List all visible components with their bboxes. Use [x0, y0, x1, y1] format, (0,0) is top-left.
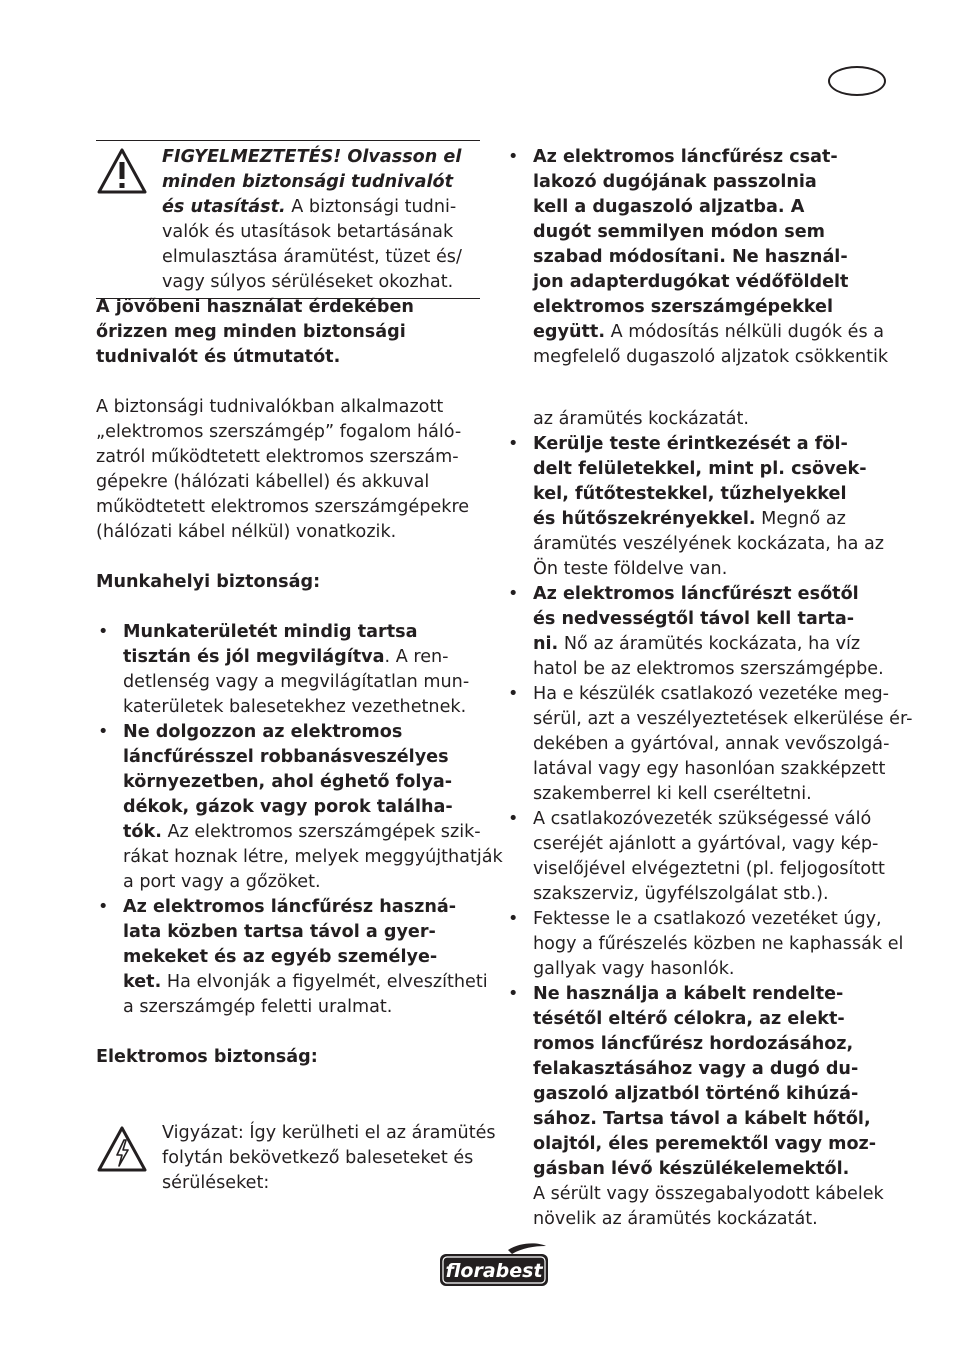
text-run: viselőjével elvégeztetni (pl. feljogosított — [533, 859, 885, 879]
bold-text-run: Az elektromos láncfűrészt esőtől — [533, 584, 859, 604]
electric-heading: Elektromos biztonság: — [96, 1047, 318, 1067]
bullet-dot: • — [508, 434, 519, 454]
text-line: (hálózati kábel nélkül) vonatkozik. — [96, 522, 397, 542]
electric-shock-warning-icon — [97, 1126, 147, 1172]
bold-text-run: delt felületekkel, mint pl. csövek- — [533, 459, 867, 479]
text-line — [533, 345, 896, 370]
text-line — [123, 695, 482, 720]
bold-text-run: Az elektromos láncfűrész haszná- — [123, 897, 457, 917]
bold-text-run: ket. — [123, 972, 162, 992]
text-line — [123, 995, 482, 1020]
column-gap — [506, 370, 896, 407]
text-line — [533, 270, 896, 295]
text-line — [533, 1157, 896, 1182]
text-line — [533, 832, 896, 857]
text-line — [123, 670, 482, 695]
text-run: rákat hoznak létre, melyek meggyújthatják — [123, 847, 503, 867]
text-line: működtetett elektromos szerszámgépekre — [96, 497, 470, 517]
bold-text-run: kel, fűtőtestekkel, tűzhelyekkel — [533, 484, 847, 504]
text-run: elmulasztása áramütést, tüzet és/ — [162, 247, 462, 267]
text-run: A módosítás nélküli dugók és a — [605, 322, 885, 342]
bullet-dot: • — [508, 809, 519, 829]
text-run: . A ren- — [384, 647, 449, 667]
bold-text-run: és nedvességtől távol kell tarta- — [533, 609, 854, 629]
bullet-item — [96, 620, 482, 720]
bullet-dot: • — [98, 897, 109, 917]
text-line — [123, 770, 482, 795]
text-run: Nő az áramütés kockázata, ha víz — [558, 634, 861, 654]
bold-text-run: mekeket és az egyéb személye- — [123, 947, 438, 967]
bullet-dot: • — [508, 147, 519, 167]
language-badge — [828, 66, 886, 96]
text-run: Fektesse le a csatlakozó vezetéket úgy, — [533, 909, 882, 929]
bullet-item — [506, 982, 896, 1232]
text-run: detlenség vagy a megvilágítatlan mun- — [123, 672, 470, 692]
bullet-item — [96, 895, 488, 1020]
bullet-item — [506, 432, 896, 582]
bullet-item — [96, 720, 503, 895]
text-line — [123, 845, 503, 870]
bold-text-run: dugót semmilyen módon sem — [533, 222, 826, 242]
bullet-dot: • — [508, 909, 519, 929]
text-run: vagy súlyos sérüléseket okozhat. — [162, 272, 454, 292]
text-line — [533, 145, 896, 170]
text-line — [123, 970, 488, 995]
bullet-item — [506, 407, 896, 432]
text-line — [533, 407, 896, 432]
text-run: A csatlakozóvezeték szükségessé váló — [533, 809, 872, 829]
text-line — [533, 170, 896, 195]
text-line: „elektromos szerszámgép” fogalom háló- — [96, 422, 462, 442]
text-line — [533, 1057, 896, 1082]
text-line — [533, 507, 896, 532]
text-line: gépekre (hálózati kábellel) és akkuval — [96, 472, 430, 492]
bullet-item — [506, 807, 896, 907]
text-line — [533, 607, 896, 632]
text-line — [123, 645, 482, 670]
text-run: a port vagy a gőzöket. — [123, 872, 321, 892]
bold-text-run: Kerülje teste érintkezését a föl- — [533, 434, 848, 454]
bullet-dot: • — [508, 984, 519, 1004]
bold-text-run: tók. — [123, 822, 162, 842]
text-line — [533, 932, 904, 957]
text-run: Ha elvonják a figyelmét, elveszítheti — [161, 972, 488, 992]
bold-text-run: kell a dugaszoló aljzatba. A — [533, 197, 805, 217]
bullet-item — [506, 145, 896, 370]
text-line — [123, 720, 482, 745]
text-line — [533, 757, 896, 782]
text-line — [533, 432, 896, 457]
text-line — [533, 732, 896, 757]
intro-bold-note — [96, 295, 482, 370]
bold-text-run: Munkaterületét mindig tartsa — [123, 622, 418, 642]
bold-text-run: Az elektromos láncfűrész csat- — [533, 147, 838, 167]
text-line — [533, 982, 896, 1007]
bullet-dot: • — [508, 684, 519, 704]
intro-paragraph — [96, 395, 482, 545]
text-line — [533, 857, 896, 882]
bold-text-run: minden biztonsági tudnivalót — [162, 172, 454, 192]
text-line — [533, 907, 896, 932]
text-line — [533, 532, 896, 557]
text-line — [533, 1032, 896, 1057]
bold-text-run: gásban lévő készülékelemektől. — [533, 1159, 850, 1179]
text-run: növelik az áramütés kockázatát. — [533, 1209, 818, 1229]
text-line: őrizzen meg minden biztonsági — [96, 322, 406, 342]
bold-text-run: ni. — [533, 634, 559, 654]
electric-note-text — [162, 1121, 496, 1196]
text-line — [533, 582, 896, 607]
text-line — [123, 745, 482, 770]
bold-text-run: és hűtőszekrényekkel. — [533, 509, 756, 529]
text-line: zatról működtetett elektromos szerszám- — [96, 447, 459, 467]
text-line — [123, 620, 482, 645]
text-line — [533, 1107, 896, 1132]
bold-text-run: jon adapterdugókat védőföldelt — [533, 272, 849, 292]
bullet-dot: • — [98, 722, 109, 742]
bold-text-run: együtt. — [533, 322, 606, 342]
text-run: Megnő az — [755, 509, 846, 529]
text-line — [533, 320, 896, 345]
bold-text-run: tisztán és jól megvilágítva — [123, 647, 385, 667]
text-run: Ön teste földelve van. — [533, 559, 728, 579]
text-run: cseréjét ajánlott a gyártóval, vagy kép- — [533, 834, 879, 854]
bullet-item — [506, 582, 896, 682]
workplace-heading: Munkahelyi biztonság: — [96, 572, 321, 592]
bullet-dot: • — [508, 584, 519, 604]
text-line — [123, 795, 482, 820]
text-run: A biztonsági tudni- — [285, 197, 457, 217]
bold-text-run: lata közben tartsa távol a gyer- — [123, 922, 436, 942]
text-line — [533, 295, 896, 320]
text-line — [533, 882, 896, 907]
left-column — [96, 145, 503, 1070]
florabest-logo — [438, 1240, 550, 1290]
text-line: folytán bekövetkező baleseteket és — [162, 1148, 474, 1168]
text-run: megfelelő dugaszoló aljzatok csökkentik — [533, 347, 889, 367]
text-line — [533, 782, 896, 807]
text-run: szakszerviz, ügyfélszolgálat stb.). — [533, 884, 829, 904]
text-run: hatol be az elektromos szerszámgépbe. — [533, 659, 884, 679]
bold-text-run: Ne használja a kábelt rendelte- — [533, 984, 844, 1004]
text-line — [533, 1007, 896, 1032]
text-run: a szerszámgép feletti uralmat. — [123, 997, 393, 1017]
bold-text-run: környezetben, ahol éghető folya- — [123, 772, 453, 792]
bold-text-run: felakasztásához vagy a dugó du- — [533, 1059, 859, 1079]
bold-text-run: olajtól, éles peremektől vagy moz- — [533, 1134, 877, 1154]
text-line — [533, 707, 913, 732]
bullet-item — [506, 682, 913, 807]
text-line — [533, 220, 896, 245]
workplace-bullet-list — [96, 620, 503, 1020]
text-line — [533, 1207, 896, 1232]
text-line — [533, 682, 896, 707]
text-run: dekében a gyártóval, annak vevőszolgá- — [533, 734, 890, 754]
text-line — [533, 1182, 896, 1207]
bold-text-run: szabad módosítani. Ne használ- — [533, 247, 848, 267]
bullet-dot: • — [98, 622, 109, 642]
text-line — [533, 557, 896, 582]
logo-text: florabest — [445, 1260, 543, 1282]
bold-text-run: láncfűrésszel robbanásveszélyes — [123, 747, 449, 767]
text-line — [533, 482, 896, 507]
text-line — [123, 920, 482, 945]
text-run: valók és utasítások betartásának — [162, 222, 454, 242]
text-line — [533, 195, 896, 220]
bold-text-run: tésétől eltérő célokra, az elekt- — [533, 1009, 845, 1029]
bold-text-run: dékok, gázok vagy porok találha- — [123, 797, 453, 817]
text-run: A sérült vagy összegabalyodott kábelek — [533, 1184, 884, 1204]
text-line: sérüléseket: — [162, 1173, 270, 1193]
text-run: hogy a fűrészelés közben ne kaphassák el — [533, 934, 904, 954]
text-line: A biztonsági tudnivalókban alkalmazott — [96, 397, 444, 417]
text-line — [123, 870, 482, 895]
text-run: gallyak vagy hasonlók. — [533, 959, 735, 979]
text-line — [533, 1132, 896, 1157]
text-line — [533, 632, 896, 657]
text-run: sérül, azt a veszélyeztetések elkerülése ér- — [533, 709, 913, 729]
text-line — [533, 1082, 896, 1107]
text-run: az áramütés kockázatát. — [533, 409, 750, 429]
right-column — [506, 145, 913, 1232]
text-line — [123, 820, 482, 845]
bullet-item — [506, 907, 904, 982]
text-line: A jövőbeni használat érdekében — [96, 297, 414, 317]
bold-text-run: gaszoló aljzatból történő kihúzá- — [533, 1084, 859, 1104]
bold-text-run: sához. Tartsa távol a kábelt hőtől, — [533, 1109, 871, 1129]
text-run: Ha e készülék csatlakozó vezetéke meg- — [533, 684, 890, 704]
text-line — [123, 895, 482, 920]
bold-text-run: és utasítást. — [162, 197, 286, 217]
bold-text-run: Ne dolgozzon az elektromos — [123, 722, 403, 742]
text-line: tudnivalót és útmutatót. — [96, 347, 341, 367]
text-line — [123, 945, 482, 970]
text-run: latával vagy egy hasonlóan szakképzett — [533, 759, 886, 779]
text-line — [533, 245, 896, 270]
text-line — [533, 807, 896, 832]
text-run: Az elektromos szerszámgépek szik- — [161, 822, 481, 842]
text-run: katerületek balesetekhez vezethetnek. — [123, 697, 467, 717]
bold-text-run: elektromos szerszámgépekkel — [533, 297, 833, 317]
text-line — [533, 457, 896, 482]
bold-text-run: FIGYELMEZTETÉS! Olvasson el — [162, 147, 462, 167]
bold-text-run: lakozó dugójának passzolnia — [533, 172, 817, 192]
text-line — [533, 957, 896, 982]
text-line — [533, 657, 896, 682]
text-line: Vigyázat: Így kerülheti el az áramütés — [162, 1123, 496, 1143]
bold-text-run: romos láncfűrész hordozásához, — [533, 1034, 854, 1054]
text-run: szakemberrel ki kell cseréltetni. — [533, 784, 812, 804]
text-run: áramütés veszélyének kockázata, ha az — [533, 534, 884, 554]
